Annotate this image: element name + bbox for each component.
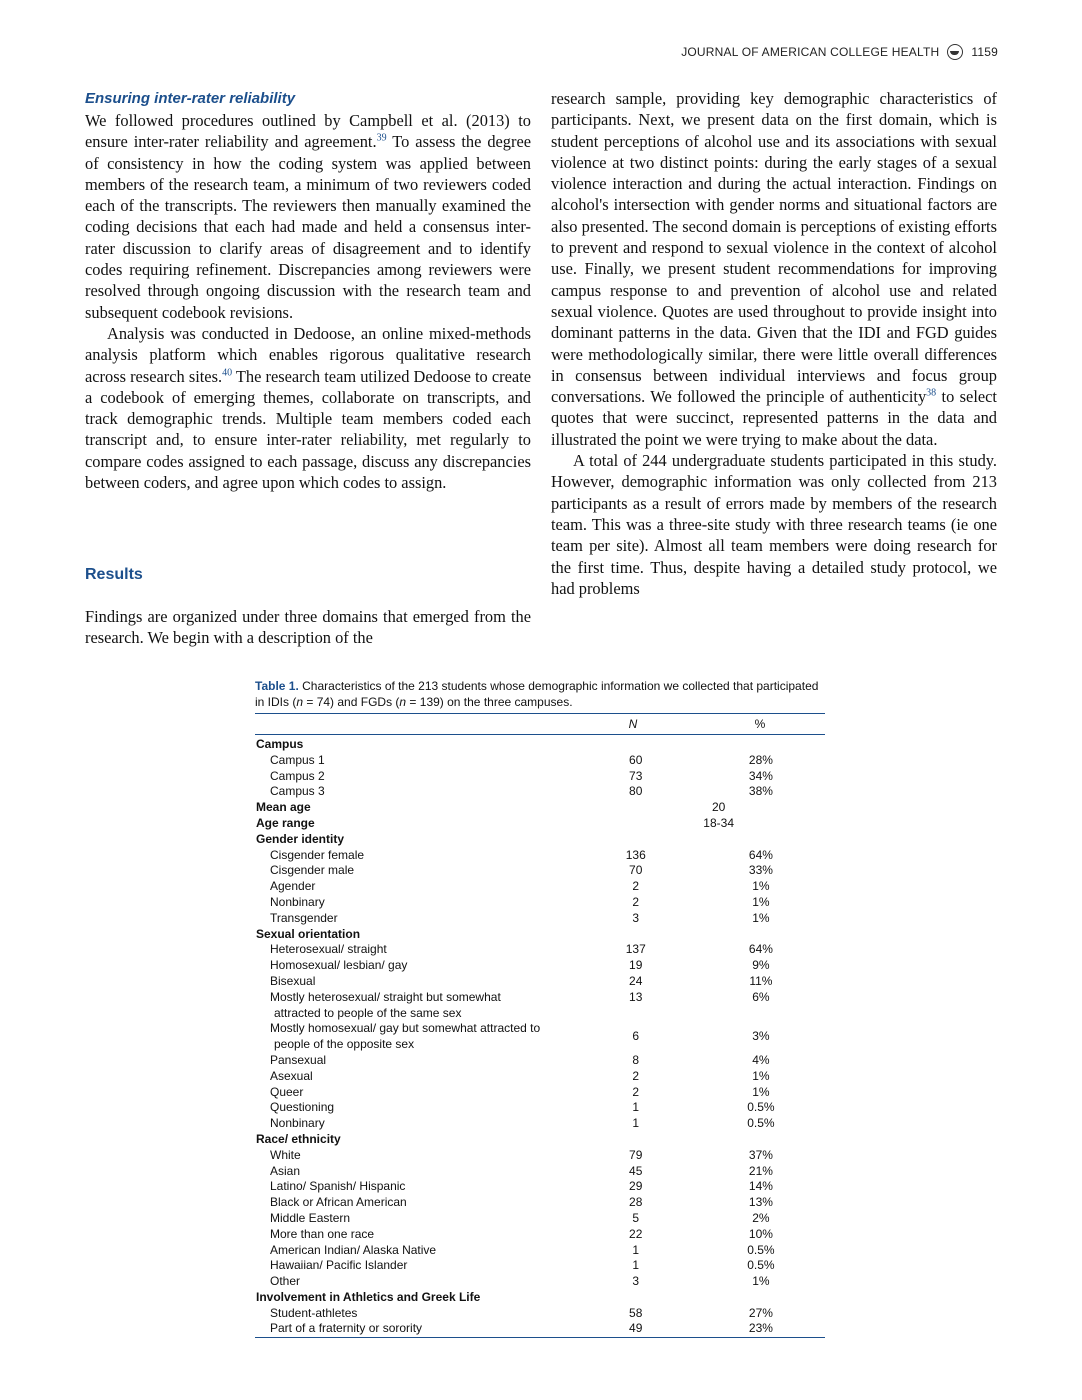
row-n-value: 13	[629, 989, 643, 1004]
table-1	[255, 678, 825, 1338]
row-n-value: 2	[632, 879, 640, 894]
row-percent-value: 1%	[752, 1068, 770, 1083]
row-percent-value: 38%	[748, 784, 773, 799]
table-row	[255, 1274, 825, 1290]
row-n-value: 1	[632, 1242, 640, 1257]
table-row	[255, 1148, 825, 1164]
row-label-text: Nonbinary	[270, 1116, 325, 1131]
table-caption	[255, 678, 825, 710]
table-row	[255, 974, 825, 990]
row-label-text: Gender identity	[256, 831, 345, 846]
table-row	[255, 863, 825, 879]
table-row	[255, 1211, 825, 1227]
row-label	[255, 1290, 575, 1306]
row-label	[255, 1306, 575, 1322]
table-row	[255, 784, 825, 800]
row-label-text: American Indian/ Alaska Native	[270, 1242, 437, 1257]
table-row	[255, 1321, 825, 1337]
table-category-row	[255, 927, 825, 943]
row-label	[255, 879, 575, 895]
journal-logo-icon	[947, 44, 963, 60]
text-span: To assess the degree of consistency in how the coding system was applied between members of the research team, a minimum of two reviewers coded each of the transcripts. The reviewers then manually examined the coding decisions that each had made and held a consensus inter-rater discussion to clarify areas of disagreement and to identify codes requiring refinement. Discrepancies among reviewers were resolved through ongoing discussion with the research team and subsequent codebook revisions.	[85, 132, 532, 322]
row-label-text: Queer	[270, 1084, 304, 1099]
row-percent-value	[697, 737, 825, 753]
row-label-text: Bisexual	[270, 973, 316, 988]
row-n-value: 137	[625, 942, 646, 957]
row-label	[255, 1227, 575, 1243]
row-n-value	[575, 737, 697, 753]
row-label	[255, 1258, 575, 1274]
row-label	[255, 1148, 575, 1164]
row-label	[255, 958, 575, 974]
row-label	[255, 1243, 575, 1259]
row-n-value: 22	[629, 1226, 643, 1241]
row-percent-value: 34%	[748, 768, 773, 783]
table-row	[255, 1195, 825, 1211]
row-percent-value: 64%	[748, 942, 773, 957]
row-percent-value: 27%	[748, 1305, 773, 1320]
row-percent-value: 1%	[752, 910, 770, 925]
row-n-value: 6	[632, 1029, 640, 1044]
row-n-value: 1	[632, 1258, 640, 1273]
row-percent-value: 1%	[752, 879, 770, 894]
row-label-text: Asian	[270, 1163, 301, 1178]
row-label-text: Student-athletes	[270, 1305, 358, 1320]
caption-text: Characteristics of the 213 students whose demographic information we collected that participated in IDIs (	[255, 679, 819, 709]
table-row	[255, 895, 825, 911]
table-row	[255, 1021, 825, 1053]
row-label	[255, 1053, 575, 1069]
row-n-value: 70	[629, 863, 643, 878]
text-span: We followed procedures outlined by Campbell et al. (2013) to ensure inter-rater reliability and agreement.	[85, 111, 531, 152]
table-row	[255, 1258, 825, 1274]
reference-39[interactable]: 39	[376, 132, 387, 144]
table-row	[255, 879, 825, 895]
table-row	[255, 911, 825, 927]
row-label-text: Cisgender male	[270, 863, 355, 878]
row-label	[255, 895, 575, 911]
row-n-value: 28	[629, 1195, 643, 1210]
header-percent: %	[754, 717, 766, 731]
row-n-value	[575, 832, 697, 848]
row-label	[255, 737, 575, 753]
row-n-value: 79	[629, 1147, 643, 1162]
row-merged-value	[575, 800, 825, 816]
row-n-value: 2	[632, 1068, 640, 1083]
table-row	[255, 942, 825, 958]
row-label-text: Race/ ethnicity	[256, 1131, 341, 1146]
row-label	[255, 832, 575, 848]
row-percent-value: 9%	[752, 958, 770, 973]
row-label-text: Other	[270, 1274, 301, 1289]
table-category-row	[255, 832, 825, 848]
row-label-text: Mostly heterosexual/ straight but somewhat	[270, 989, 501, 1004]
row-label	[255, 990, 575, 1022]
table-body	[255, 737, 825, 1337]
row-n-value: 45	[629, 1163, 643, 1178]
merged-value: 18-34	[703, 815, 734, 830]
merged-value: 20	[711, 800, 726, 815]
subheading-inter-rater: Ensuring inter-rater reliability	[85, 90, 296, 107]
row-percent-value: 10%	[748, 1226, 773, 1241]
row-n-value: 1	[632, 1116, 640, 1131]
row-label-text: Mostly homosexual/ gay but somewhat attracted to	[270, 1021, 541, 1036]
table-row	[255, 1227, 825, 1243]
paragraph-sample	[551, 88, 997, 450]
table-category-row	[255, 816, 825, 832]
row-label-text: Cisgender female	[270, 847, 365, 862]
row-label-text: Campus 1	[270, 752, 325, 767]
row-label	[255, 784, 575, 800]
row-label-text: Involvement in Athletics and Greek Life	[256, 1289, 481, 1304]
row-label-text: Sexual orientation	[256, 926, 361, 941]
row-percent-value: 2%	[752, 1210, 770, 1225]
reference-40[interactable]: 40	[222, 367, 233, 379]
text-span: research sample, providing key demographic characteristics of participants. Next, we present data on the first domain, which is student perceptions of alcohol use and its associations with sexual violence at two distinct points: during the early stages of a sexual violence interaction and during the actual interaction. Findings on alcohol's intersection with gender norms and situational factors are also presented. The second domain is perceptions of existing efforts to prevent and respond to sexual violence in the context of alcohol use. Finally, we present student recommendations for improving campus response to and prevention of alcohol use and related sexual violence. Quotes are used throughout to provide insight into dominant patterns in the data. Given that the IDI and FGD guides were methodologically similar, there were little overall differences in consensus between individual interviews and focus group conversations. We followed the principle of authenticity	[551, 89, 997, 407]
row-n-value: 2	[632, 1084, 640, 1099]
table-row	[255, 1116, 825, 1132]
results-section	[85, 566, 531, 649]
row-merged-value	[575, 816, 825, 832]
header-n: N	[628, 717, 638, 731]
row-n-value: 5	[632, 1210, 640, 1225]
table-category-row	[255, 1290, 825, 1306]
row-n-value: 49	[629, 1321, 643, 1336]
row-label	[255, 927, 575, 943]
row-percent-value	[697, 927, 825, 943]
row-label-text: Pansexual	[270, 1052, 327, 1067]
row-label	[255, 1321, 575, 1337]
table-bottom-rule	[255, 1337, 825, 1338]
table-category-row	[255, 737, 825, 753]
row-label-continued: attracted to people of the same sex	[274, 1005, 462, 1020]
row-label	[255, 769, 575, 785]
row-n-value	[575, 1290, 697, 1306]
row-label	[255, 1021, 575, 1053]
row-percent-value: 64%	[748, 847, 773, 862]
row-percent-value: 23%	[748, 1321, 773, 1336]
row-n-value: 73	[629, 768, 643, 783]
row-label	[255, 1100, 575, 1116]
table-row	[255, 958, 825, 974]
row-label	[255, 911, 575, 927]
row-percent-value: 0.5%	[747, 1116, 775, 1131]
row-label	[255, 863, 575, 879]
table-header-row	[255, 714, 825, 734]
row-percent-value	[697, 1132, 825, 1148]
row-label-text: Latino/ Spanish/ Hispanic	[270, 1179, 406, 1194]
row-label	[255, 1085, 575, 1101]
row-label	[255, 942, 575, 958]
row-label	[255, 1211, 575, 1227]
row-n-value: 80	[629, 784, 643, 799]
table-category-row	[255, 800, 825, 816]
paragraph-findings: Findings are organized under three domains that emerged from the research. We begin with a description of the	[85, 607, 531, 648]
row-label-text: Campus 3	[270, 784, 325, 799]
table-row	[255, 753, 825, 769]
row-label-text: Hawaiian/ Pacific Islander	[270, 1258, 408, 1273]
text-span: The research team utilized Dedoose to create a codebook of emerging themes, collaborate on transcripts, and track demographic trends. Multiple team members coded each transcript and, to ensure inter-rater reliability, met regularly to compare codes assigned to each passage, discuss any discrepancies between coders, and agree upon which codes to assign.	[85, 366, 531, 493]
left-column	[85, 88, 531, 493]
row-label-text: Black or African American	[270, 1195, 407, 1210]
row-n-value: 1	[632, 1100, 640, 1115]
row-label-text: Homosexual/ lesbian/ gay	[270, 958, 408, 973]
row-label	[255, 1116, 575, 1132]
table-row	[255, 769, 825, 785]
paragraph-reliability	[85, 110, 531, 323]
row-percent-value: 0.5%	[747, 1242, 775, 1257]
row-label-text: Agender	[270, 879, 316, 894]
row-label-text: Transgender	[270, 910, 338, 925]
row-percent-value: 1%	[752, 894, 770, 909]
table-row	[255, 1053, 825, 1069]
page-number: 1159	[971, 45, 998, 59]
table-category-row	[255, 1132, 825, 1148]
results-heading: Results	[85, 566, 143, 583]
table-row	[255, 1164, 825, 1180]
row-percent-value: 37%	[748, 1147, 773, 1162]
table-row	[255, 1100, 825, 1116]
row-label-text: More than one race	[270, 1226, 375, 1241]
row-label	[255, 753, 575, 769]
table-label: Table 1.	[255, 679, 299, 693]
table-row	[255, 1085, 825, 1101]
row-percent-value: 13%	[748, 1195, 773, 1210]
row-n-value	[575, 1132, 697, 1148]
caption-n: n	[399, 695, 407, 709]
row-percent-value: 28%	[748, 752, 773, 767]
row-label	[255, 1274, 575, 1290]
row-n-value: 19	[629, 958, 643, 973]
table-row	[255, 1306, 825, 1322]
table-row	[255, 1243, 825, 1259]
row-n-value: 2	[632, 894, 640, 909]
row-percent-value: 33%	[748, 863, 773, 878]
row-n-value: 3	[632, 1274, 640, 1289]
row-label-text: Heterosexual/ straight	[270, 942, 387, 957]
right-column	[551, 88, 997, 599]
row-percent-value: 1%	[752, 1084, 770, 1099]
row-label-text: Asexual	[270, 1068, 313, 1083]
row-n-value: 29	[629, 1179, 643, 1194]
row-label-text: Middle Eastern	[270, 1210, 351, 1225]
row-label	[255, 1195, 575, 1211]
row-label-text: Questioning	[270, 1100, 335, 1115]
table-row	[255, 990, 825, 1022]
row-label-text: Part of a fraternity or sorority	[270, 1321, 423, 1336]
row-label	[255, 1179, 575, 1195]
paragraph-participants: A total of 244 undergraduate students participated in this study. However, demographic information was only collected from 213 participants as a result of errors made by members of the research team. This was a three-site study with three research teams (ie one team per site). Almost all team members were doing research for the first time. Thus, despite having a detailed study protocol, we had problems	[551, 451, 997, 598]
row-label-text: Campus 2	[270, 768, 325, 783]
row-label-text: Nonbinary	[270, 894, 325, 909]
journal-title: JOURNAL OF AMERICAN COLLEGE HEALTH	[681, 45, 940, 59]
row-percent-value: 6%	[752, 989, 770, 1004]
row-label	[255, 974, 575, 990]
row-n-value: 8	[632, 1052, 640, 1067]
row-percent-value: 1%	[752, 1274, 770, 1289]
row-percent-value: 0.5%	[747, 1258, 775, 1273]
caption-text: = 74) and FGDs (	[303, 695, 400, 709]
row-n-value: 60	[629, 752, 643, 767]
row-percent-value: 11%	[749, 973, 773, 988]
row-n-value: 24	[629, 973, 643, 988]
row-n-value	[575, 927, 697, 943]
table-row	[255, 1069, 825, 1085]
text-span: Analysis was conducted in Dedoose, an online mixed-methods analysis platform which enables rigorous qualitative research across research sites.	[85, 323, 531, 386]
row-label	[255, 1069, 575, 1085]
row-percent-value	[697, 832, 825, 848]
row-label	[255, 1132, 575, 1148]
row-label-text: Campus	[256, 737, 304, 751]
row-percent-value: 14%	[748, 1179, 773, 1194]
running-header	[681, 44, 998, 60]
table-row	[255, 1179, 825, 1195]
reference-38[interactable]: 38	[926, 387, 937, 399]
text-span: to select quotes that were succinct, represented patterns in the data and illustrated the point we were trying to make about the data.	[551, 387, 997, 449]
row-n-value: 58	[629, 1305, 643, 1320]
row-n-value: 3	[632, 910, 640, 925]
row-n-value: 136	[625, 847, 646, 862]
row-percent-value: 4%	[752, 1052, 770, 1067]
row-label	[255, 848, 575, 864]
row-percent-value	[697, 1290, 825, 1306]
row-percent-value: 21%	[748, 1163, 773, 1178]
caption-text: = 139) on the three campuses.	[406, 695, 573, 709]
row-label-continued: people of the opposite sex	[274, 1037, 415, 1052]
caption-n: n	[296, 695, 304, 709]
row-label: Age range	[256, 815, 315, 830]
table-row	[255, 848, 825, 864]
paragraph-analysis	[85, 323, 531, 493]
row-percent-value: 3%	[752, 1029, 770, 1044]
row-label	[255, 1164, 575, 1180]
row-label-text: White	[270, 1147, 301, 1162]
table-header-rule	[255, 734, 825, 735]
row-percent-value: 0.5%	[747, 1100, 775, 1115]
row-label: Mean age	[256, 800, 311, 815]
